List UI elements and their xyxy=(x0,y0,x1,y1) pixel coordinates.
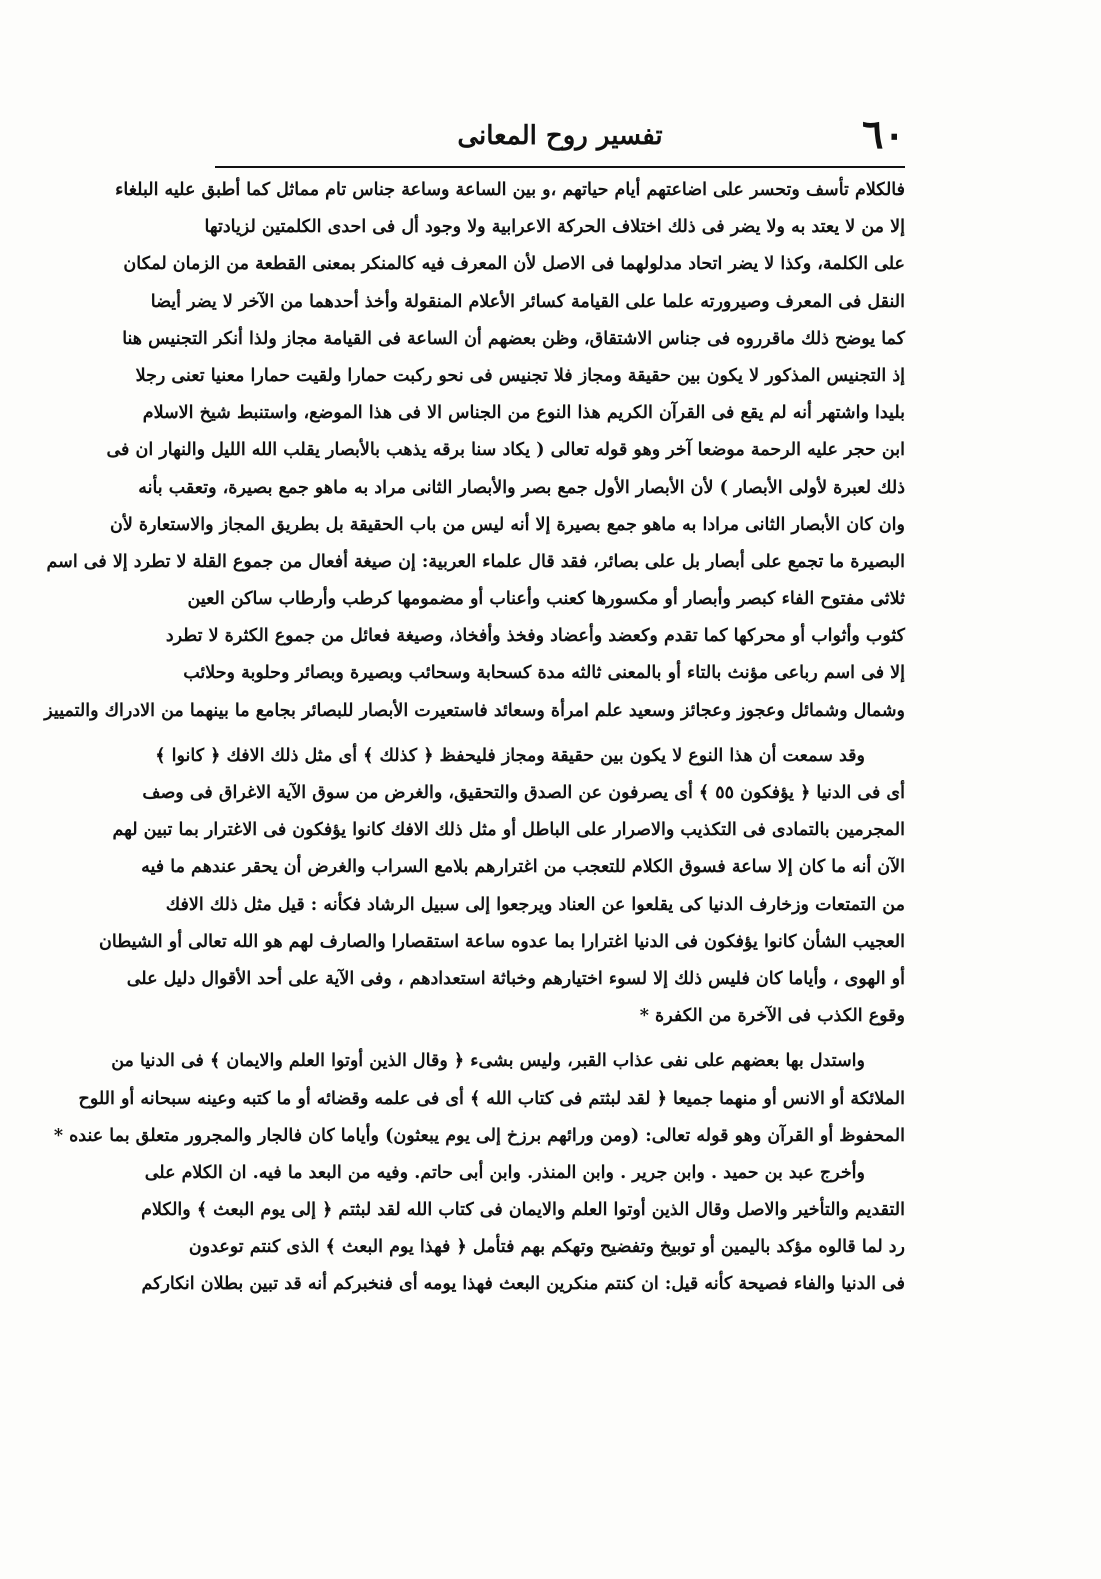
text-line: ثلاثى مفتوح الفاء كبصر وأبصار أو مكسورها كعنب وأعناب أو مضمومها كرطب وأرطاب ساكن العين xyxy=(187,589,905,610)
header-rule xyxy=(215,166,905,168)
text-line: وقد سمعت أن هذا النوع لا يكون بين حقيقة ومجاز فليحفظ ﴿ كذلك ﴾ أى مثل ذلك الافك ﴿ كانوا ﴾ xyxy=(155,745,865,766)
text-line: فى الدنيا والفاء فصيحة كأنه قيل: ان كنتم منكرين البعث فهذا يومه أى فنخبركم أنه قد تبين بطلان انكاركم xyxy=(141,1274,905,1295)
text-line: بليدا واشتهر أنه لم يقع فى القرآن الكريم هذا النوع من الجناس الا فى هذا الموضع، واستنبط شيخ الاسلام xyxy=(142,403,905,424)
text-line: أو الهوى ، وأياما كان فليس ذلك إلا لسوء اختيارهم وخباثة استعدادهم ، وفى الآية على أحد الأقوال دليل على xyxy=(126,968,905,989)
text-line: على الكلمة، وكذا لا يضر اتحاد مدلولهما فى الاصل لأن المعرف فيه كالمنكر بمعنى القطعة من الزمان لمكان xyxy=(123,254,905,275)
text-line: البصيرة ما تجمع على أبصار بل على بصائر، فقد قال علماء العربية: إن صيغة أفعال من جموع القلة لا تطرد إلا فى اسم xyxy=(46,551,905,572)
text-line: وقوع الكذب فى الآخرة من الكفرة * xyxy=(639,1006,905,1027)
text-line: فالكلام تأسف وتحسر على اضاعتهم أيام حياتهم ،و بين الساعة وساعة جناس تام مماثل كما أطبق عليه البلغاء xyxy=(115,180,905,200)
text-line: إلا من لا يعتد به ولا يضر فى ذلك اختلاف الحركة الاعرابية ولا وجود أل فى احدى الكلمتين لزيادتها xyxy=(204,217,905,238)
text-line: وشمال وشمائل وعجوز وعجائز وسعيد علم امرأة وسعائد فاستعيرت الأبصار للبصائر بجامع ما بينهما من الادراك والتمييز xyxy=(44,700,905,721)
text-line: التقديم والتأخير والاصل وقال الذين أوتوا العلم والايمان فى كتاب الله لقد لبثتم ﴿ إلى يوم البعث ﴾ والكلام xyxy=(141,1200,905,1221)
text-line: كما يوضح ذلك ماقرروه فى جناس الاشتقاق، وظن بعضهم أن الساعة فى القيامة مجاز ولذا أنكر التجنيس هنا xyxy=(122,328,905,349)
text-line: الآن أنه ما كان إلا ساعة فسوق الكلام للتعجب من اغترارهم بلامع السراب والغرض أن يحقر عندهم ما فيه xyxy=(141,857,905,878)
text-line: الملائكة أو الانس أو منهما جميعا ﴿ لقد لبثتم فى كتاب الله ﴾ أى فى علمه وقضائه أو ما كتبه وعينه سبحانه أو اللوح xyxy=(78,1088,905,1109)
text-line: من التمتعات وزخارف الدنيا كى يقلعوا عن العناد ويرجعوا إلى سبيل الرشاد فكأنه : قيل مثل ذلك الافك xyxy=(165,894,905,915)
page-number: ٦٠ xyxy=(862,111,905,158)
text-line: وان كان الأبصار الثانى مرادا به ماهو جمع بصيرة إلا أنه ليس من باب الحقيقة بل بطريق المجاز والاستعارة لأن xyxy=(110,514,905,535)
text-line: المحفوظ أو القرآن وهو قوله تعالى: (ومن ورائهم برزخ إلى يوم يبعثون) وأياما كان فالجار والمجرور متعلق بما عنده * xyxy=(53,1125,905,1146)
page-header xyxy=(215,112,905,162)
text-line: وأخرج عبد بن حميد . وابن جرير . وابن المنذر. وابن أبى حاتم. وفيه من البعد ما فيه. ان الكلام على xyxy=(144,1162,865,1183)
text-line: ابن حجر عليه الرحمة موضعا آخر وهو قوله تعالى ( يكاد سنا برقه يذهب بالأبصار يقلب الله الليل والنهار ان فى xyxy=(106,440,905,461)
text-line: النقل فى المعرف وصيرورته علما على القيامة كسائر الأعلام المنقولة وأخذ أحدهما من الآخر لا يضر أيضا xyxy=(150,291,905,312)
running-title: تفسير روح المعانى xyxy=(457,121,663,151)
text-line: رد لما قالوه مؤكد باليمين أو توبيخ وتفضيح وتهكم بهم فتأمل ﴿ فهذا يوم البعث ﴾ الذى كنتم توعدون xyxy=(188,1237,905,1258)
text-line: كثوب وأثواب أو محركها كما تقدم وكعضد وأعضاد وفخذ وأفخاذ، وصيغة فعائل من جموع الكثرة لا تطرد xyxy=(165,626,905,647)
body-text xyxy=(44,172,905,1304)
text-line: إلا فى اسم رباعى مؤنث بالتاء أو بالمعنى ثالثه مدة كسحابة وسحائب وبصيرة وبصائر وحلوبة وحلائب xyxy=(183,663,905,684)
text-line: ذلك لعبرة لأولى الأبصار ) لأن الأبصار الأول جمع بصر والأبصار الثانى مراد به ماهو جمع بصيرة، وتعقب بأنه xyxy=(138,477,905,498)
text-line: المجرمين بالتمادى فى التكذيب والاصرار على الباطل أو مثل ذلك الافك كانوا يؤفكون فى الاغترار بما تبين لهم xyxy=(112,820,905,841)
text-line: العجيب الشأن كانوا يؤفكون فى الدنيا اغترارا بما عدوه ساعة استقصارا والصارف لهم هو الله تعالى أو الشيطان xyxy=(99,931,905,952)
text-line: واستدل بها بعضهم على نفى عذاب القبر، وليس بشىء ﴿ وقال الذين أوتوا العلم والايمان ﴾ فى الدنيا من xyxy=(111,1051,865,1072)
text-line: أى فى الدنيا ﴿ يؤفكون ٥٥ ﴾ أى يصرفون عن الصدق والتحقيق، والغرض من سوق الآية الاغراق فى وصف xyxy=(142,783,905,803)
text-line: إذ التجنيس المذكور لا يكون بين حقيقة ومجاز فلا تجنيس فى نحو ركبت حمارا ولقيت حمارا معنيا تعنى رجلا xyxy=(135,365,905,386)
